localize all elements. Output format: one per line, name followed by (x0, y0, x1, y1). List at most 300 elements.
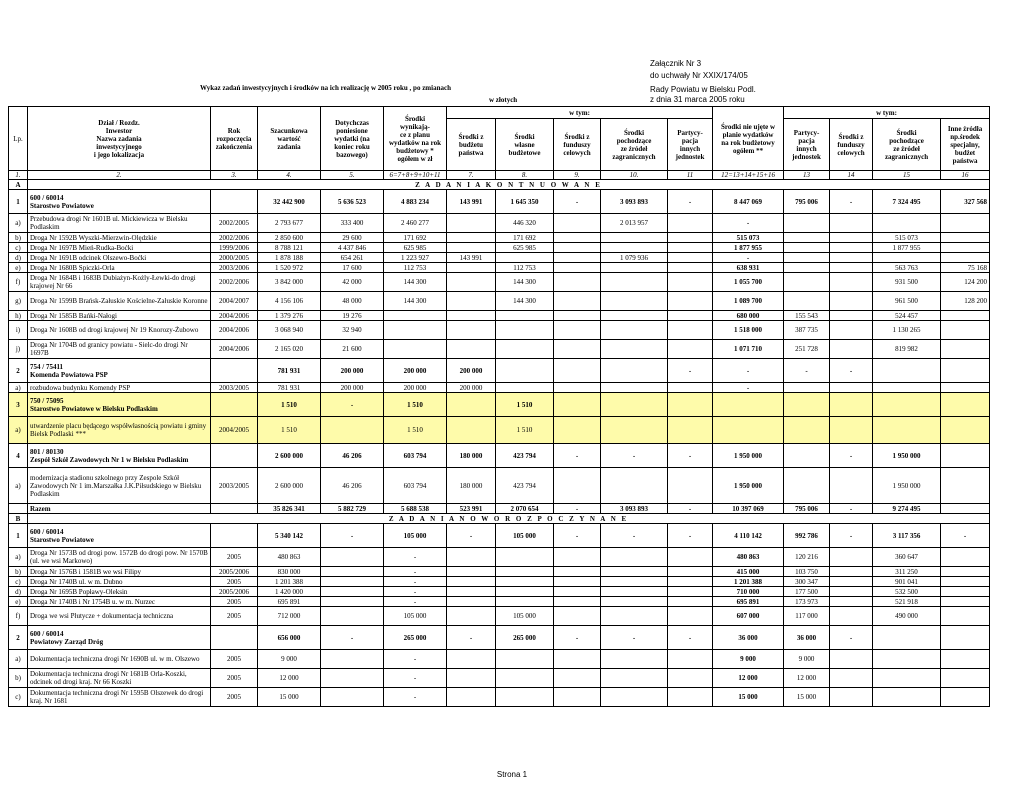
value-col-11 (668, 321, 713, 340)
value-col-15 (873, 253, 941, 263)
value-col-9: - (554, 524, 601, 548)
value-col-6: - (384, 669, 447, 688)
value-col-9 (554, 359, 601, 383)
value-col-6: - (384, 587, 447, 597)
value-col-14 (830, 548, 873, 567)
value-col-13 (784, 243, 830, 253)
value-col-7 (447, 311, 496, 321)
value-col-6: 603 794 (384, 444, 447, 468)
value-col-6: 105 000 (384, 607, 447, 626)
council-name: Rady Powiatu w Bielsku Podl. (650, 85, 756, 94)
section-letter: A (9, 180, 28, 190)
value-col-14 (830, 597, 873, 607)
value-col-6: 171 692 (384, 233, 447, 243)
value-col-13 (784, 383, 830, 393)
task-name: 754 / 75411 Komenda Powiatowa PSP (28, 359, 211, 383)
value-col-4: 712 000 (258, 607, 321, 626)
group-row (9, 626, 990, 650)
value-col-14: - (830, 359, 873, 383)
value-col-13: 103 750 (784, 567, 830, 577)
value-col-12: 515 073 (713, 233, 784, 243)
value-col-14 (830, 311, 873, 321)
group-row (9, 524, 990, 548)
value-col-10: - (601, 524, 668, 548)
task-years: 2002/2006 (211, 273, 258, 292)
value-col-12: 415 000 (713, 567, 784, 577)
value-col-10 (601, 688, 668, 707)
task-years: 2005 (211, 669, 258, 688)
value-col-14 (830, 214, 873, 233)
value-col-9 (554, 468, 601, 504)
col-years-header: Rok rozpoczęcia zakończenia (211, 107, 258, 171)
value-col-11 (668, 587, 713, 597)
value-col-6: 200 000 (384, 359, 447, 383)
value-col-7 (447, 233, 496, 243)
value-col-14 (830, 253, 873, 263)
value-col-11: - (668, 444, 713, 468)
row-number: a) (9, 468, 28, 504)
value-col-10 (601, 567, 668, 577)
value-col-13: - (784, 359, 830, 383)
value-col-8: 423 794 (496, 468, 554, 504)
value-col-12: 480 863 (713, 548, 784, 567)
value-col-12: 1 950 000 (713, 444, 784, 468)
value-col-6: 144 300 (384, 273, 447, 292)
value-col-15: 1 130 265 (873, 321, 941, 340)
value-col-4: 1 878 188 (258, 253, 321, 263)
value-col-10 (601, 383, 668, 393)
value-col-7 (447, 587, 496, 597)
value-col-11 (668, 669, 713, 688)
value-col-10 (601, 311, 668, 321)
task-name: Droga Nr 1608B od drogi krajowej Nr 19 Knorozy-Żubowo (28, 321, 211, 340)
value-col-13: 120 216 (784, 548, 830, 567)
value-col-4: 1 520 972 (258, 263, 321, 273)
investment-table (8, 106, 990, 707)
task-years: 2005 (211, 577, 258, 587)
value-col-10 (601, 577, 668, 587)
value-col-4: 3 842 000 (258, 273, 321, 292)
value-col-7: 143 991 (447, 253, 496, 263)
value-col-16 (941, 626, 990, 650)
value-col-16 (941, 417, 990, 444)
value-col-11 (668, 340, 713, 359)
task-name: Droga Nr 1697B Mień-Rudka-Boćki (28, 243, 211, 253)
value-col-6: - (384, 567, 447, 577)
task-years (211, 524, 258, 548)
value-col-5 (321, 417, 384, 444)
column-number: 5. (321, 171, 384, 180)
value-col-9 (554, 214, 601, 233)
value-col-9 (554, 253, 601, 263)
value-col-14 (830, 577, 873, 587)
row-number: d) (9, 253, 28, 263)
value-col-6 (384, 321, 447, 340)
value-col-7: 180 000 (447, 444, 496, 468)
value-col-5: 5 882 729 (321, 504, 384, 514)
value-col-15: 311 250 (873, 567, 941, 577)
value-col-7 (447, 577, 496, 587)
row-number: e) (9, 597, 28, 607)
col-state-header: Środki z budżetu państwa (447, 119, 496, 171)
value-col-5: 4 437 846 (321, 243, 384, 253)
column-number: 14 (830, 171, 873, 180)
value-col-5: 42 000 (321, 273, 384, 292)
value-col-7 (447, 417, 496, 444)
value-col-16 (941, 577, 990, 587)
value-col-11 (668, 688, 713, 707)
value-col-12: 695 891 (713, 597, 784, 607)
task-years: 2002/2006 (211, 233, 258, 243)
table-row (9, 577, 990, 587)
task-years: 2003/2006 (211, 263, 258, 273)
column-number: 3. (211, 171, 258, 180)
value-col-16 (941, 243, 990, 253)
column-number: 1. (9, 171, 28, 180)
section-title: Z A D A N I A N O W O R O Z P O C Z Y N A N E (28, 514, 990, 524)
value-col-13: 795 006 (784, 190, 830, 214)
row-number: a) (9, 548, 28, 567)
value-col-4: 781 931 (258, 383, 321, 393)
value-col-6: 144 300 (384, 292, 447, 311)
value-col-10: 2 013 957 (601, 214, 668, 233)
table-row (9, 417, 990, 444)
value-col-14: - (830, 504, 873, 514)
task-name: Razem (28, 504, 211, 514)
task-years: 2005 (211, 607, 258, 626)
value-col-10 (601, 597, 668, 607)
table-row (9, 597, 990, 607)
section-letter: B (9, 514, 28, 524)
value-col-4: 480 863 (258, 548, 321, 567)
value-col-16 (941, 233, 990, 243)
value-col-16 (941, 688, 990, 707)
value-col-4: 2 850 600 (258, 233, 321, 243)
value-col-6: 200 000 (384, 383, 447, 393)
table-body (9, 180, 990, 707)
value-col-7 (447, 597, 496, 607)
group-row (9, 190, 990, 214)
value-col-16 (941, 340, 990, 359)
value-col-13 (784, 417, 830, 444)
value-col-10 (601, 468, 668, 504)
value-col-9 (554, 311, 601, 321)
value-col-6: 4 883 234 (384, 190, 447, 214)
table-row (9, 688, 990, 707)
value-col-9 (554, 607, 601, 626)
value-col-16 (941, 597, 990, 607)
row-number: f) (9, 607, 28, 626)
value-col-4: 2 165 020 (258, 340, 321, 359)
value-col-13 (784, 263, 830, 273)
value-col-5: - (321, 393, 384, 417)
task-name: Droga Nr 1573B od drogi pow. 1572B do drogi pow. Nr 1570B (ul. we wsi Markowo) (28, 548, 211, 567)
task-years: 2003/2005 (211, 468, 258, 504)
table-row (9, 292, 990, 311)
value-col-9 (554, 597, 601, 607)
task-years: 2004/2005 (211, 417, 258, 444)
col-partner2-header: Partycy- pacja innych jednostek (784, 119, 830, 171)
value-col-14 (830, 417, 873, 444)
task-name: Droga Nr 1592B Wyszki-Mierzwin-Olędzkie (28, 233, 211, 243)
value-col-12: - (713, 359, 784, 383)
value-col-16 (941, 567, 990, 577)
value-col-15 (873, 417, 941, 444)
value-col-6 (384, 311, 447, 321)
value-col-9 (554, 577, 601, 587)
task-years: 2000/2005 (211, 253, 258, 263)
table-row (9, 468, 990, 504)
task-years (211, 626, 258, 650)
value-col-6: - (384, 597, 447, 607)
value-col-8: 446 320 (496, 214, 554, 233)
col-planned-header: Środki wynikają- ce z planu wydatków na rok budżetowy * ogółem w zł (384, 107, 447, 171)
value-col-14 (830, 607, 873, 626)
value-col-14 (830, 669, 873, 688)
value-col-15: 7 324 495 (873, 190, 941, 214)
value-col-15: 532 500 (873, 587, 941, 597)
value-col-15: 360 647 (873, 548, 941, 567)
value-col-10: - (601, 444, 668, 468)
value-col-5 (321, 688, 384, 707)
value-col-15: 901 041 (873, 577, 941, 587)
task-years (211, 504, 258, 514)
value-col-15: 1 950 000 (873, 468, 941, 504)
table-row (9, 243, 990, 253)
table-row (9, 214, 990, 233)
group-row (9, 444, 990, 468)
value-col-14 (830, 383, 873, 393)
task-years: 2005/2006 (211, 587, 258, 597)
value-col-8 (496, 311, 554, 321)
task-name: Droga Nr 1740B ul. w m. Dubno (28, 577, 211, 587)
value-col-9 (554, 548, 601, 567)
value-col-4: 8 788 121 (258, 243, 321, 253)
row-number: d) (9, 587, 28, 597)
value-col-15: 521 918 (873, 597, 941, 607)
row-number: c) (9, 243, 28, 253)
value-col-15 (873, 650, 941, 669)
row-number: h) (9, 311, 28, 321)
table-row (9, 669, 990, 688)
value-col-10 (601, 292, 668, 311)
value-col-4: 12 000 (258, 669, 321, 688)
task-name: modernizacja stadionu szkolnego przy Zespole Szkół Zawodowych Nr 1 im.Marszałka J.K.Piłsudskiego w Bielsku Podlaskim (28, 468, 211, 504)
value-col-6: 625 985 (384, 243, 447, 253)
value-col-16 (941, 253, 990, 263)
value-col-6: 603 794 (384, 468, 447, 504)
value-col-11 (668, 273, 713, 292)
section-row (9, 180, 990, 190)
value-col-9: - (554, 444, 601, 468)
col-foreign2-header: Środki pochodzące ze źródeł zagranicznych (873, 119, 941, 171)
value-col-7 (447, 669, 496, 688)
value-col-4: 1 379 276 (258, 311, 321, 321)
value-col-7: 180 000 (447, 468, 496, 504)
value-col-10 (601, 417, 668, 444)
row-number: b) (9, 669, 28, 688)
value-col-11 (668, 383, 713, 393)
value-col-5 (321, 669, 384, 688)
value-col-10: 1 079 936 (601, 253, 668, 263)
col-partner-header: Partycy- pacja innych jednostek (668, 119, 713, 171)
page-footer: Strona 1 (496, 770, 528, 779)
value-col-10 (601, 359, 668, 383)
task-name: Dokumentacja techniczna drogi Nr 1681B Orla-Koszki, odcinek od drogi kraj. Nr 66 Koszki (28, 669, 211, 688)
value-col-13: 117 000 (784, 607, 830, 626)
value-col-11 (668, 650, 713, 669)
value-col-11 (668, 577, 713, 587)
col-lp-header: Lp. (9, 107, 28, 171)
row-number: 4 (9, 444, 28, 468)
table-row (9, 567, 990, 577)
value-col-8 (496, 548, 554, 567)
value-col-11 (668, 548, 713, 567)
value-col-8: 112 753 (496, 263, 554, 273)
value-col-13: 795 006 (784, 504, 830, 514)
value-col-9 (554, 567, 601, 577)
value-col-6: 105 000 (384, 524, 447, 548)
value-col-7 (447, 607, 496, 626)
task-name: Droga Nr 1704B od granicy powiatu - Sielc-do drogi Nr 1697B (28, 340, 211, 359)
value-col-7: 200 000 (447, 359, 496, 383)
row-number: a) (9, 214, 28, 233)
value-col-15 (873, 393, 941, 417)
task-name: 600 / 60014 Powiatowy Zarząd Dróg (28, 626, 211, 650)
value-col-4: 1 510 (258, 417, 321, 444)
value-col-7 (447, 263, 496, 273)
value-col-13 (784, 253, 830, 263)
task-years (211, 190, 258, 214)
row-number: i) (9, 321, 28, 340)
value-col-8: 2 070 654 (496, 504, 554, 514)
value-col-15: 515 073 (873, 233, 941, 243)
value-col-16: 124 200 (941, 273, 990, 292)
value-col-8: 625 985 (496, 243, 554, 253)
value-col-8: 1 510 (496, 417, 554, 444)
value-col-12: 680 000 (713, 311, 784, 321)
value-col-4: 2 600 000 (258, 468, 321, 504)
value-col-11 (668, 311, 713, 321)
value-col-10 (601, 233, 668, 243)
value-col-4: 5 340 142 (258, 524, 321, 548)
value-col-9 (554, 292, 601, 311)
value-col-10 (601, 273, 668, 292)
value-col-14 (830, 468, 873, 504)
task-name: rozbudowa budynku Komendy PSP (28, 383, 211, 393)
col-notplanned-header: Środki nie ujęte w planie wydatków na rok budżetowy ogółem ** (713, 107, 784, 171)
value-col-4: 9 000 (258, 650, 321, 669)
value-col-8 (496, 688, 554, 707)
value-col-16 (941, 311, 990, 321)
value-col-15: 3 117 356 (873, 524, 941, 548)
value-col-14 (830, 340, 873, 359)
row-number: c) (9, 688, 28, 707)
value-col-9 (554, 669, 601, 688)
value-col-9: - (554, 190, 601, 214)
value-col-5: 200 000 (321, 383, 384, 393)
value-col-11: - (668, 359, 713, 383)
value-col-16 (941, 444, 990, 468)
value-col-10: 3 093 893 (601, 504, 668, 514)
value-col-4: 830 000 (258, 567, 321, 577)
value-col-10: - (601, 626, 668, 650)
value-col-4: 1 510 (258, 393, 321, 417)
col-targeted2-header: Środki z funduszy celowych (830, 119, 873, 171)
col-own-header: Środki własne budżetowe (496, 119, 554, 171)
col-estimated-header: Szacunkowa wartość zadania (258, 107, 321, 171)
value-col-16 (941, 607, 990, 626)
value-col-5: 333 400 (321, 214, 384, 233)
value-col-10 (601, 669, 668, 688)
value-col-9 (554, 383, 601, 393)
value-col-7 (447, 688, 496, 707)
col-foreign-header: Środki pochodzące ze źródeł zagranicznych (601, 119, 668, 171)
value-col-16 (941, 548, 990, 567)
section-row (9, 514, 990, 524)
value-col-11 (668, 393, 713, 417)
value-col-5 (321, 607, 384, 626)
value-col-8 (496, 340, 554, 359)
value-col-10 (601, 587, 668, 597)
value-col-13: 387 735 (784, 321, 830, 340)
value-col-8: 171 692 (496, 233, 554, 243)
table-row (9, 607, 990, 626)
task-years: 2004/2007 (211, 292, 258, 311)
value-col-11 (668, 567, 713, 577)
value-col-11 (668, 607, 713, 626)
value-col-12: 8 447 069 (713, 190, 784, 214)
value-col-14: - (830, 524, 873, 548)
value-col-12: 1 201 388 (713, 577, 784, 587)
value-col-11: - (668, 190, 713, 214)
annex-title: Załącznik Nr 3 (650, 59, 702, 68)
wtym-header-2: w tym: (784, 107, 990, 119)
value-col-12: 1 877 955 (713, 243, 784, 253)
value-col-5 (321, 597, 384, 607)
value-col-6: 112 753 (384, 263, 447, 273)
task-years (211, 444, 258, 468)
task-years: 2005 (211, 597, 258, 607)
value-col-12: 1 089 700 (713, 292, 784, 311)
value-col-16 (941, 587, 990, 597)
value-col-8: 144 300 (496, 273, 554, 292)
value-col-6: 5 688 538 (384, 504, 447, 514)
value-col-11 (668, 468, 713, 504)
value-col-13: 992 786 (784, 524, 830, 548)
value-col-6: 265 000 (384, 626, 447, 650)
value-col-14 (830, 688, 873, 707)
wtym-header-1: w tym: (447, 107, 713, 119)
value-col-8: 1 645 350 (496, 190, 554, 214)
value-col-10: 3 093 893 (601, 190, 668, 214)
value-col-9 (554, 417, 601, 444)
value-col-13 (784, 444, 830, 468)
table-row (9, 311, 990, 321)
value-col-7 (447, 214, 496, 233)
value-col-5: 46 206 (321, 468, 384, 504)
value-col-12: 710 000 (713, 587, 784, 597)
table-row (9, 273, 990, 292)
column-number: 12=13+14+15+16 (713, 171, 784, 180)
table-row (9, 340, 990, 359)
task-years (211, 359, 258, 383)
task-name: Droga Nr 1585B Bańki-Nałogi (28, 311, 211, 321)
value-col-14: - (830, 626, 873, 650)
col-other-header: Inne źródła np.środek specjalny, budżet państwa (941, 119, 990, 171)
row-number: b) (9, 233, 28, 243)
value-col-11: - (668, 626, 713, 650)
